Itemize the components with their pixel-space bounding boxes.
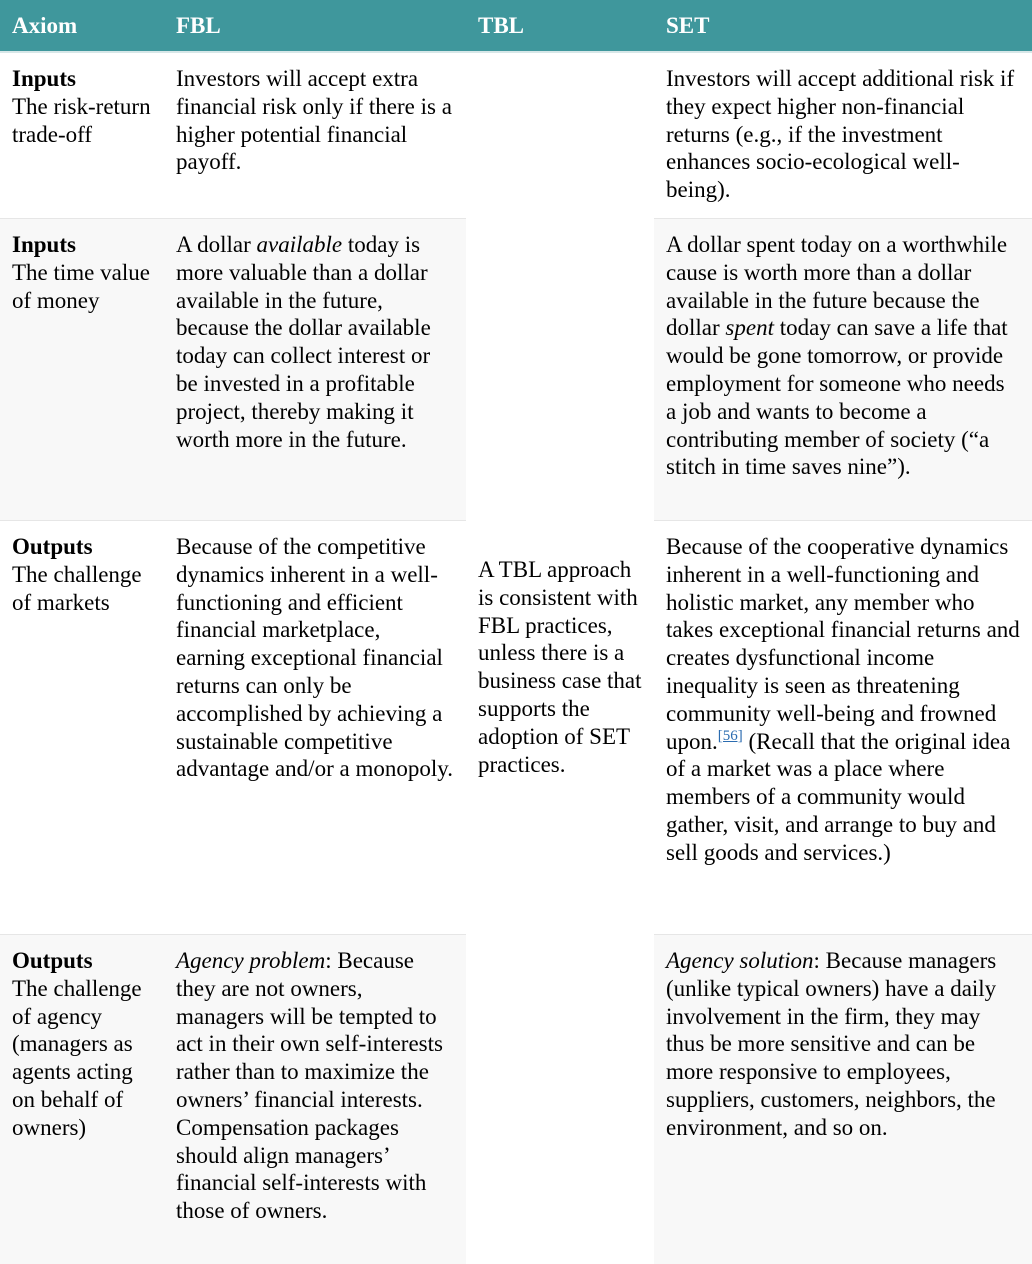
axiom-subtitle: The challenge of markets — [12, 561, 142, 615]
header-tbl: TBL — [466, 0, 654, 52]
axiom-cell — [0, 934, 164, 1264]
fbl-text-emphasis: available — [256, 231, 343, 257]
set-cell — [654, 520, 1032, 934]
set-text: Investors will accept additional risk if they expect higher non-financial returns (e.g., if the investment enhances socio-ecological well-being). — [666, 66, 1015, 203]
axiom-title: Inputs — [12, 66, 76, 91]
fbl-text: Because of the competitive dynamics inherent in a well-functioning and efficient financial marketplace, earning exceptional financial returns can only be accomplished by achieving a sustainable competitive advantage and/or a monopoly. — [176, 533, 453, 782]
set-cell — [654, 52, 1032, 218]
footnote-ref — [718, 728, 743, 744]
fbl-cell — [164, 52, 466, 218]
tbl-cell — [466, 52, 654, 1264]
set-cell — [654, 218, 1032, 520]
axiom-cell — [0, 52, 164, 218]
header-axiom: Axiom — [0, 0, 164, 52]
table-header-row — [0, 0, 1032, 52]
set-text-pre: A dollar spent today on a worthwhile cause is worth more than a dollar available in the future because the dollar — [666, 231, 1008, 341]
axiom-subtitle: The time value of money — [12, 259, 150, 313]
header-fbl: FBL — [164, 0, 466, 52]
fbl-text-post: : Because they are not owners, managers will be tempted to act in their own self-interests rather than to maximize the owners’ financial interests. Compensation packages should align managers’ financial self-interests with those of owners. — [176, 947, 443, 1224]
axiom-subtitle: The challenge of agency (managers as agents acting on behalf of owners) — [12, 975, 142, 1140]
axiom-title: Outputs — [12, 533, 93, 559]
set-text-pre: Because of the cooperative dynamics inherent in a well-functioning and holistic market, any member who takes exceptional financial returns and creates dysfunctional income inequality is seen as threatening community well-being and frowned upon. — [666, 533, 1020, 754]
fbl-cell — [164, 934, 466, 1264]
fbl-text-pre: A dollar — [176, 231, 257, 257]
set-text-post: : Because managers (unlike typical owners) have a daily involvement in the firm, they may thus be more sensitive and can be more responsive to employees, suppliers, customers, neighbors, the environment, and so on. — [666, 947, 997, 1140]
set-text-emphasis: spent — [725, 315, 774, 341]
axiom-subtitle: The risk-return trade-off — [12, 93, 151, 147]
fbl-text-post: today is more valuable than a dollar available in the future, because the dollar available today can collect interest or be invested in a profitable project, thereby making it worth more in the future. — [176, 231, 431, 452]
axiom-title: Outputs — [12, 947, 93, 973]
axiom-cell — [0, 520, 164, 934]
axiom-title: Inputs — [12, 231, 76, 257]
header-set: SET — [654, 0, 1032, 52]
table-row — [0, 52, 1032, 218]
fbl-text-emphasis: Agency problem — [176, 947, 326, 973]
fbl-cell — [164, 520, 466, 934]
fbl-cell — [164, 218, 466, 520]
set-text-post: today can save a life that would be gone tomorrow, or provide employment for someone who needs a job and wants to become a contributing member of society (“a stitch in time saves nine”). — [666, 315, 1008, 480]
axiom-cell — [0, 218, 164, 520]
set-cell — [654, 934, 1032, 1264]
fbl-text: Investors will accept extra financial risk only if there is a higher potential financial payoff. — [176, 66, 452, 175]
footnote-link-56[interactable]: [56] — [717, 727, 743, 744]
set-text-post: (Recall that the original idea of a market was a place where members of a community would gather, visit, and arrange to buy and sell goods and services.) — [666, 728, 1011, 865]
tbl-text: A TBL approach is consistent with FBL practices, unless there is a business case that supports the adoption of SET practices. — [478, 557, 642, 777]
set-text-emphasis: Agency solution — [666, 947, 814, 973]
